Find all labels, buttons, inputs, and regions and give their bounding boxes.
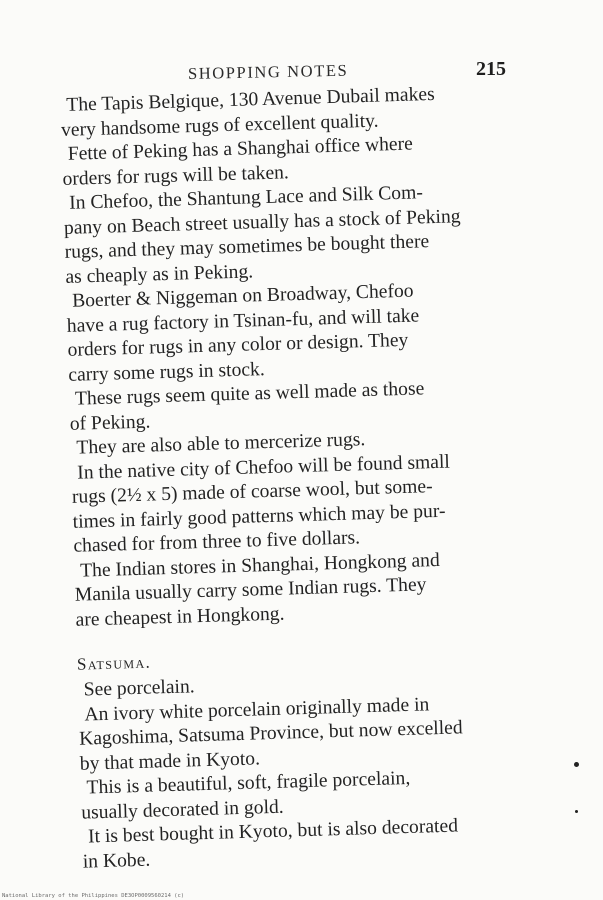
text-line: as cheaply as in Peking.: [65, 260, 254, 288]
body-text: [60, 80, 553, 875]
text-line: pany on Beach street usually has a stock of Peking: [63, 205, 461, 239]
paragraph-indian-stores: [74, 545, 546, 632]
text-line: Boerter & Niggeman on Broadway, Chefoo: [71, 280, 414, 312]
text-line: Fette of Peking has a Shanghai office where: [67, 133, 414, 165]
section-heading-satsuma: Satsuma.: [76, 652, 152, 674]
text-line: These rugs seem quite as well made as those: [74, 378, 425, 410]
paragraph-chefoo-shantung-lace: [63, 178, 536, 290]
text-line: In the native city of Chefoo will be found small: [76, 451, 451, 484]
paragraph-ivory-porcelain: [78, 689, 550, 776]
text-line: usually decorated in gold.: [81, 796, 284, 824]
text-line: orders for rugs in any color or design. They: [67, 329, 409, 361]
scan-footer: National Library of the Philippines DE3OP0009560214 (c): [2, 893, 185, 899]
running-head: SHOPPING NOTES: [187, 60, 349, 83]
text-line: orders for rugs will be taken.: [62, 161, 290, 190]
text-line: in Kobe.: [82, 849, 151, 873]
paragraph-boerter-niggeman: [66, 276, 539, 388]
text-line: The Indian stores in Shanghai, Hongkong and: [79, 549, 441, 582]
text-line: are cheapest in Hongkong.: [75, 603, 285, 631]
text-line: rugs (2½ x 5) made of coarse wool, but some-: [71, 476, 433, 508]
text-line: An ivory white porcelain originally made in: [84, 693, 430, 726]
text-line: of Peking.: [69, 410, 151, 435]
paragraph-native-city-chefoo: [71, 447, 544, 559]
text-line: The Tapis Belgique, 130 Avenue Dubail makes: [66, 83, 435, 116]
ink-speck: [575, 810, 578, 813]
text-line: In Chefoo, the Shantung Lace and Silk Com-: [68, 182, 424, 214]
text-line: They are also able to mercerize rugs.: [76, 429, 366, 459]
text-line: This is a beautiful, soft, fragile porcelain,: [86, 767, 411, 799]
text-line: Manila usually carry some Indian rugs. They: [74, 574, 427, 606]
text-line: See porcelain.: [83, 676, 195, 701]
text-line: times in fairly good patterns which may be pur-: [72, 500, 446, 533]
ink-speck: [574, 762, 579, 767]
page-number: 215: [476, 58, 506, 80]
text-line: It is best bought in Kyoto, but is also decorated: [87, 815, 459, 848]
text-line: rugs, and they may sometimes be bought there: [64, 231, 430, 263]
text-line: carry some rugs in stock.: [68, 358, 265, 386]
text-line: chased for from three to five dollars.: [73, 527, 361, 557]
text-line: very handsome rugs of excellent quality.: [60, 110, 379, 141]
text-line: by that made in Kyoto.: [79, 747, 261, 775]
text-line: have a rug factory in Tsinan-fu, and will take: [66, 304, 420, 337]
text-line: Kagoshima, Satsuma Province, but now excelled: [78, 717, 463, 750]
